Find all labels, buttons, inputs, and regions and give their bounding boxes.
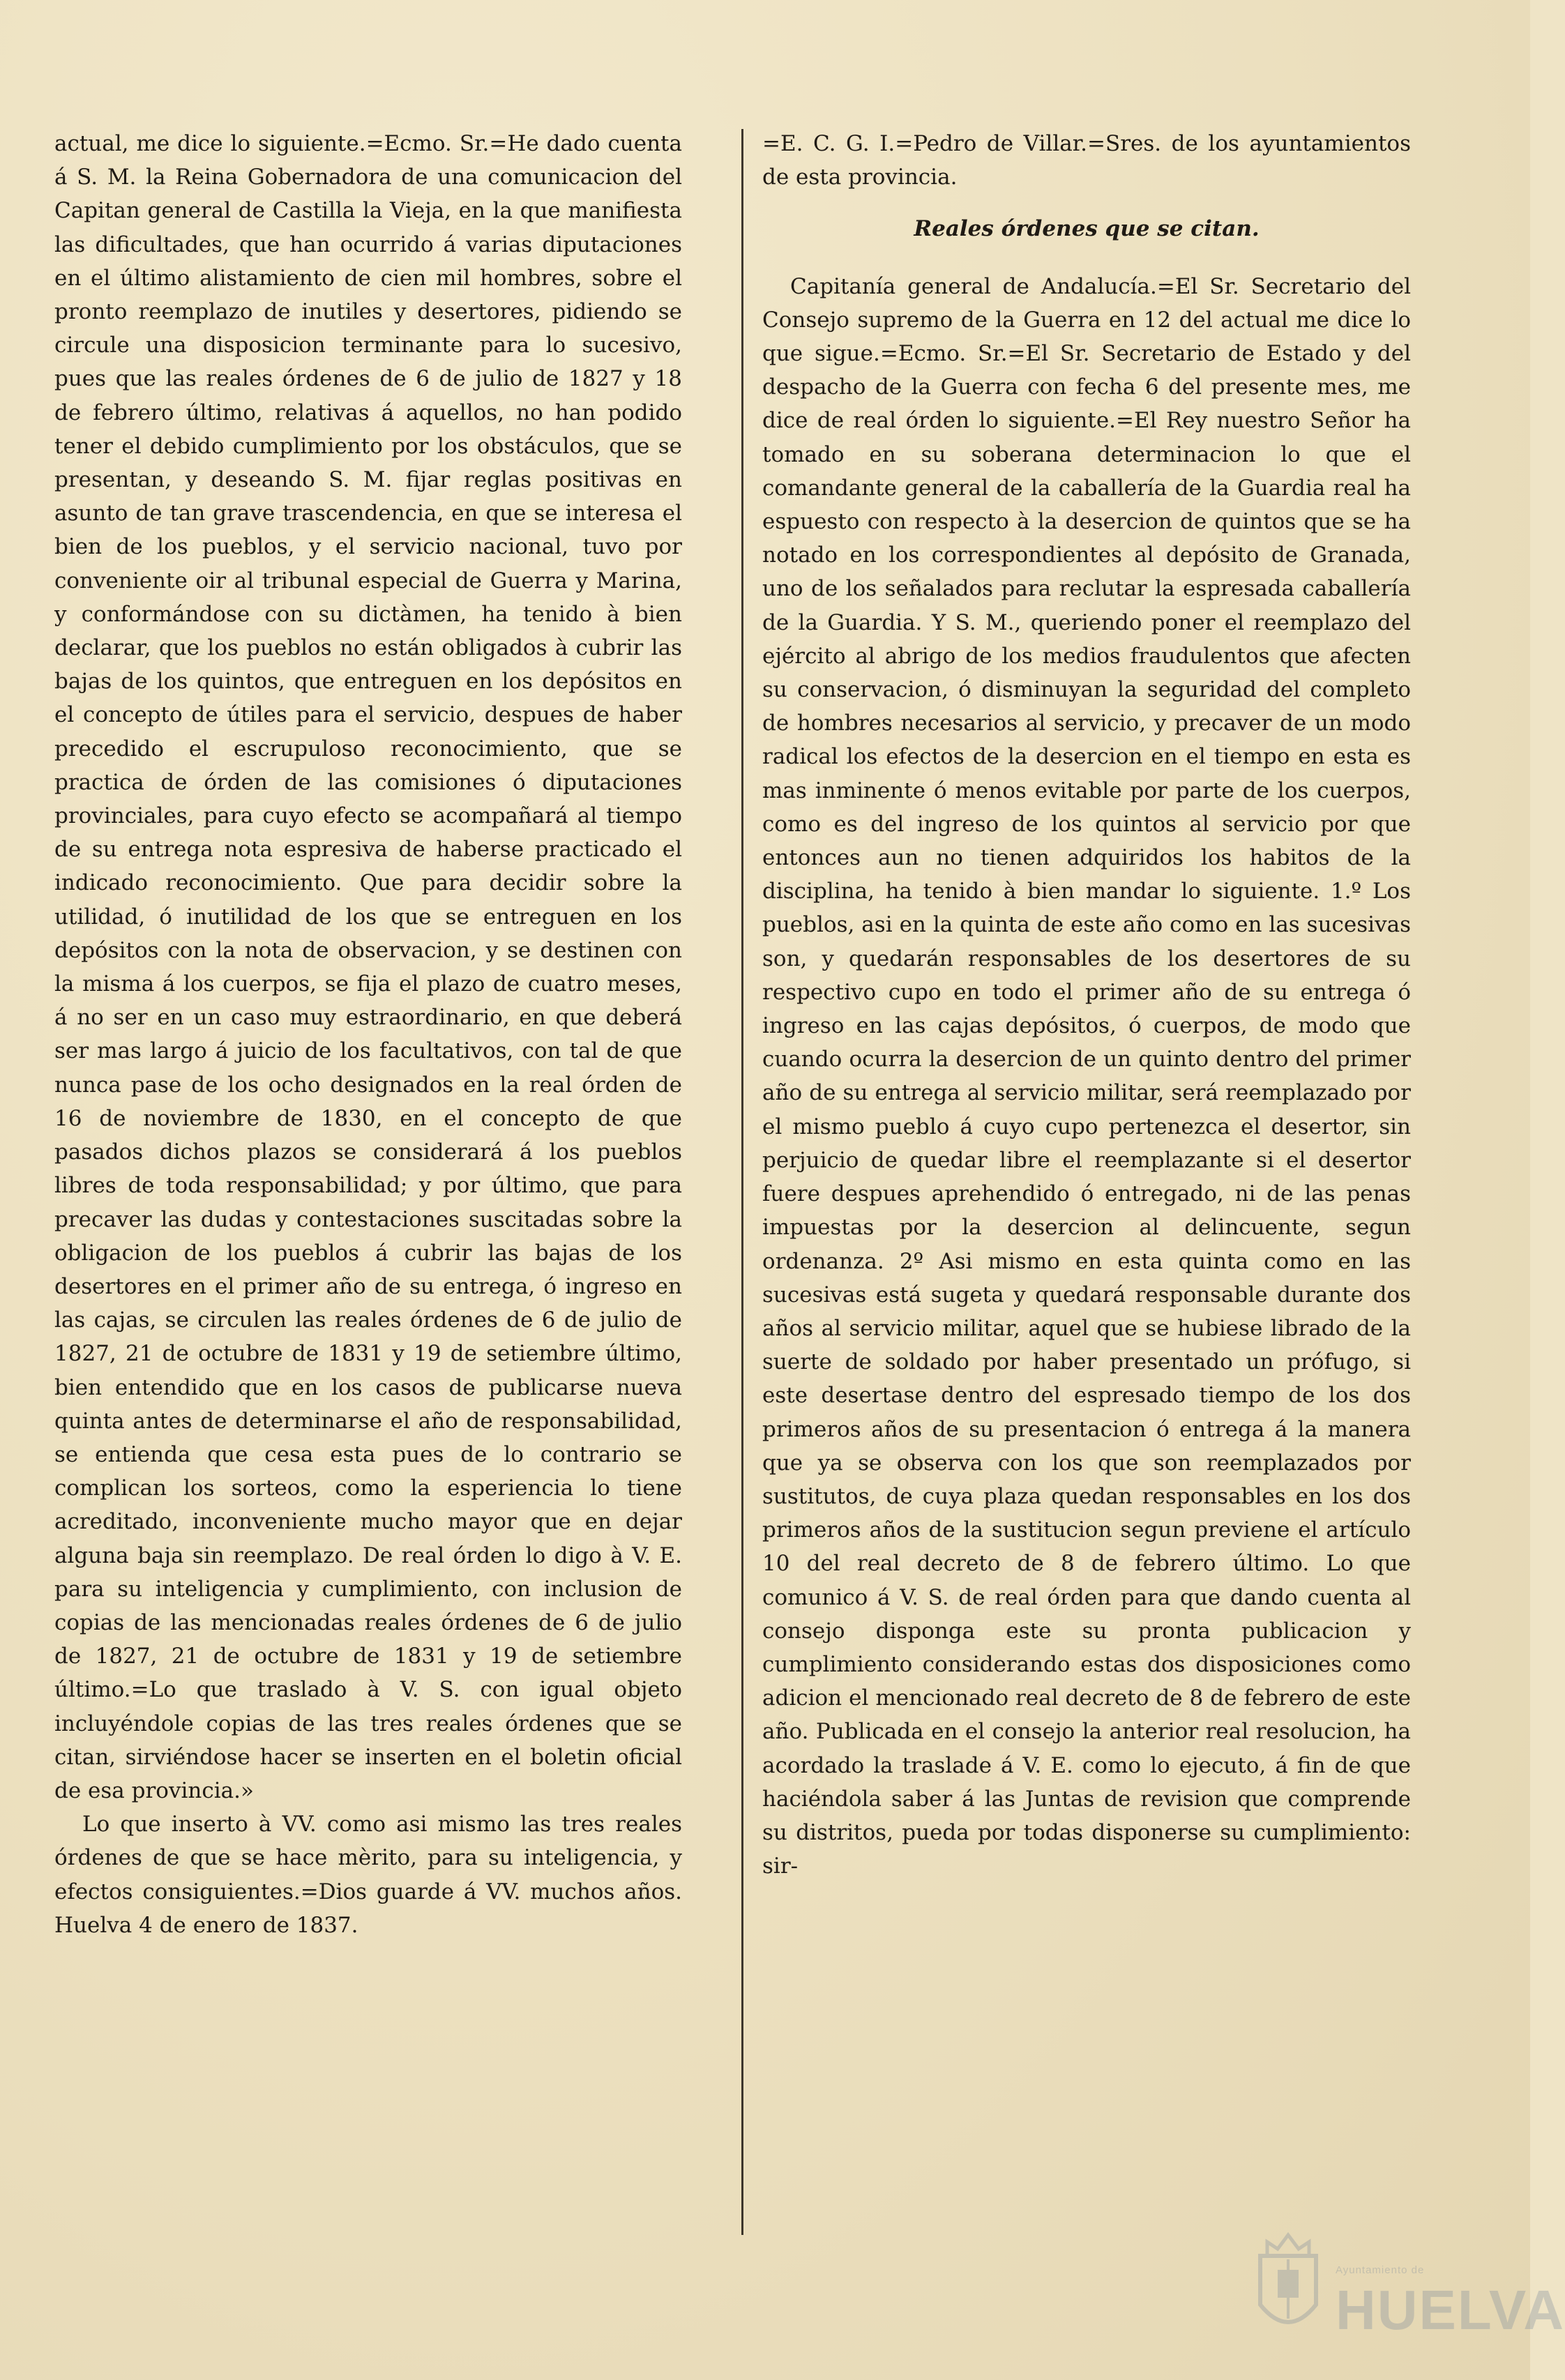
right-paragraph-1: Capitanía general de Andalucía.=El Sr. Secretario del Consejo supremo de la Guerra en 12 del actual me dice lo que sigue.=Ecmo. Sr.=El Sr. Secretario de Estado y del despacho de la Guerra con fecha 6 del presente mes, me dice de real órden lo siguiente.=El Rey nuestro Señor ha tomado en su soberana determinacion lo que el comandante general de la caballería de la Guardia real ha espuesto con respecto à la desercion de quintos que se ha notado en los correspondientes al depósito de Granada, uno de los señalados para reclutar la espresada caballería de la Guardia. Y S. M., queriendo poner el reemplazo del ejército al abrigo de los medios fraudulentos que afecten su conservacion, ó disminuyan la seguridad del completo de hombres necesarios al servicio, y precaver de un modo radical los efectos de la desercion en el tiempo en esta es mas inminente ó menos evitable por parte de los cuerpos, como es del ingreso de los quintos al servicio por que entonces aun no tienen adquiridos los habitos de la disciplina, ha tenido à bien mandar lo siguiente. 1.º Los pueblos, asi en la quinta de este año como en las sucesivas son, y quedarán responsables de los desertores de su respectivo cupo en todo el primer año de su entrega ó ingreso en las cajas depósitos, ó cuerpos, de modo que cuando ocurra la desercion de un quinto dentro del primer año de su entrega al servicio militar, será reemplazado por el mismo pueblo á cuyo cupo pertenezca el desertor, sin perjuicio de quedar libre el reemplazante si el desertor fuere despues aprehendido ó entregado, ni de las penas impuestas por la desercion al delincuente, segun ordenanza. 2º Asi mismo en esta quinta como en las sucesivas está sugeta y quedará responsable durante dos años al servicio militar, aquel que se hubiese librado de la suerte de soldado por haber presentado un prófugo, si este desertase dentro del espresado tiempo de los dos primeros años de su presentacion ó entrega á la manera que ya se observa con los que son reemplazados por sustitutos, de cuya plaza quedan responsables en los dos primeros años de la sustitucion segun previene el artículo 10 del real decreto de 8 de febrero último. Lo que comunico á V. S. de real órden para que dando cuenta al consejo disponga este su pronta publicacion y cumplimiento considerando estas dos disposiciones como adicion el mencionado real decreto de 8 de febrero de este año. Publicada en el consejo la anterior real resolucion, ha acordado la traslade á V. E. como lo ejecuto, á fin de que haciéndola saber á las Juntas de revision que comprende su distritos, pueda por todas disponerse su cumplimiento: sir- — [762, 273, 1411, 1879]
watermark-huelva: HUELVA — [1336, 2279, 1565, 2341]
right-column — [762, 127, 1411, 2254]
crest-icon — [1246, 2228, 1330, 2343]
left-paragraph-1: actual, me dice lo siguiente.=Ecmo. Sr.=He dado cuenta á S. M. la Reina Gobernadora de una comunicacion del Capitan general de Castilla la Vieja, en la que manifiesta las dificultades, que han ocurrido á varias diputaciones en el último alistamiento de cien mil hombres, sobre el pronto reemplazo de inutiles y desertores, pidiendo se circule una disposicion terminante para lo sucesivo, pues que las reales órdenes de 6 de julio de 1827 y 18 de febrero último, relativas á aquellos, no han podido tener el debido cumplimiento por los obstáculos, que se presentan, y deseando S. M. fijar reglas positivas en asunto de tan grave trascendencia, en que se interesa el bien de los pueblos, y el servicio nacional, tuvo por conveniente oir al tribunal especial de Guerra y Marina, y conformándose con su dictàmen, ha tenido à bien declarar, que los pueblos no están obligados à cubrir las bajas de los quintos, que entreguen en los depósitos en el concepto de útiles para el servicio, despues de haber precedido el escrupuloso reconocimiento, que se practica de órden de las comisiones ó diputaciones provinciales, para cuyo efecto se acompañará al tiempo de su entrega nota espresiva de haberse practicado el indicado reconocimiento. Que para decidir sobre la utilidad, ó inutilidad de los que se entreguen en los depósitos con la nota de observacion, y se destinen con la misma á los cuerpos, se fija el plazo de cuatro meses, á no ser en un caso muy estraordinario, en que deberá ser mas largo á juicio de los facultativos, con tal de que nunca pase de los ocho designados en la real órden de 16 de noviembre de 1830, en el concepto de que pasados dichos plazos se considerará á los pueblos libres de toda responsabilidad; y por último, que para precaver las dudas y contestaciones suscitadas sobre la obligacion de los pueblos á cubrir las bajas de los desertores en el primer año de su entrega, ó ingreso en las cajas, se circulen las reales órdenes de 6 de julio de 1827, 21 de octubre de 1831 y 19 de setiembre último, bien entendido que en los casos de publicarse nueva quinta antes de determinarse el año de responsabilidad, se entienda que cesa esta pues de lo contrario se complican los sorteos, como la esperiencia lo tiene acreditado, inconveniente mucho mayor que en dejar alguna baja sin reemplazo. De real órden lo digo à V. E. para su inteligencia y cumplimiento, con inclusion de copias de las mencionadas reales órdenes de 6 de julio de 1827, 21 de octubre de 1831 y 19 de setiembre último.=Lo que traslado à V. S. con igual objeto incluyéndole copias de las tres reales órdenes que se citan, sirviéndose hacer se inserten en el boletin oficial de esa provincia.» — [54, 131, 682, 1803]
section-heading: Reales órdenes que se citan. — [914, 216, 1260, 242]
left-paragraph-2: Lo que inserto à VV. como asi mismo las tres reales órdenes de que se hace mèrito, para su inteligencia, y efectos consiguientes.=Dios guarde á VV. muchos años. Huelva 4 de enero de 1837. — [54, 1812, 682, 1938]
column-divider — [741, 129, 743, 2235]
left-column — [54, 127, 682, 2254]
signature-line: =E. C. G. I.=Pedro de Villar.=Sres. de los ayuntamientos de esta provincia. — [762, 131, 1411, 190]
archive-watermark — [1231, 2228, 1565, 2347]
watermark-small-text: Ayuntamiento de — [1336, 2264, 1425, 2276]
